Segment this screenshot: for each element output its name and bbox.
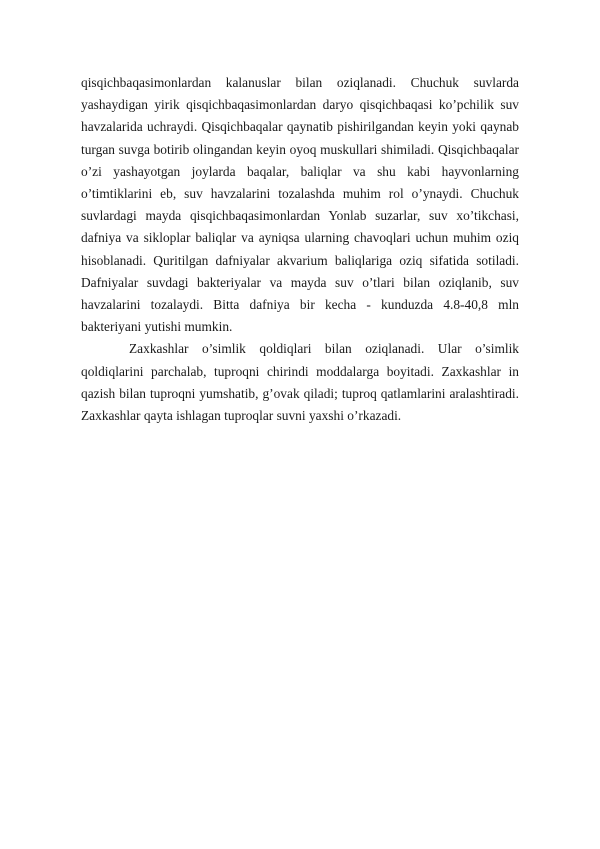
body-text bbox=[81, 72, 519, 427]
paragraph-1: qisqichbaqasimonlardan kalanuslar bilan oziqlanadi. Chuchuk suvlarda yashaydigan yirik qisqichbaqasimonlardan daryo qisqichbaqasi ko’pchilik suv havzalarida uchraydi. Qisqichbaqalar qaynatib pishirilgandan keyin yoki qaynab turgan suvga botirib olingandan keyin oyoq muskullari shimiladi. Qisqichbaqalar o’zi yashayotgan joylarda baqalar, baliqlar va shu kabi hayvonlarning o’timtiklarini eb, suv havzalarini tozalashda muhim rol o’ynaydi. Chuchuk suvlardagi mayda qisqichbaqasimonlardan Yonlab suzarlar, suv xo’tikchasi, dafniya va sikloplar baliqlar va ayniqsa ularning chavoqlari uchun muhim oziq hisoblanadi. Quritilgan dafniyalar akvarium baliqlariga oziq sifatida sotiladi. Dafniyalar suvdagi bakteriyalar va mayda suv o’tlari bilan oziqlanib, suv havzalarini tozalaydi. Bitta dafniya bir kecha - kunduzda 4.8-40,8 mln bakteriyani yutishi mumkin. bbox=[81, 75, 519, 335]
paragraph-2: Zaxkashlar o’simlik qoldiqlari bilan oziqlanadi. Ular o’simlik qoldiqlarini parchalab, tuproqni chirindi moddalarga boyitadi. Zaxkashlar in qazish bilan tuproqni yumshatib, g’ovak qiladi; tuproq qatlamlarini aralashtiradi. Zaxkashlar qayta ishlagan tuproqlar suvni yaxshi o’rkazadi. bbox=[81, 341, 519, 424]
